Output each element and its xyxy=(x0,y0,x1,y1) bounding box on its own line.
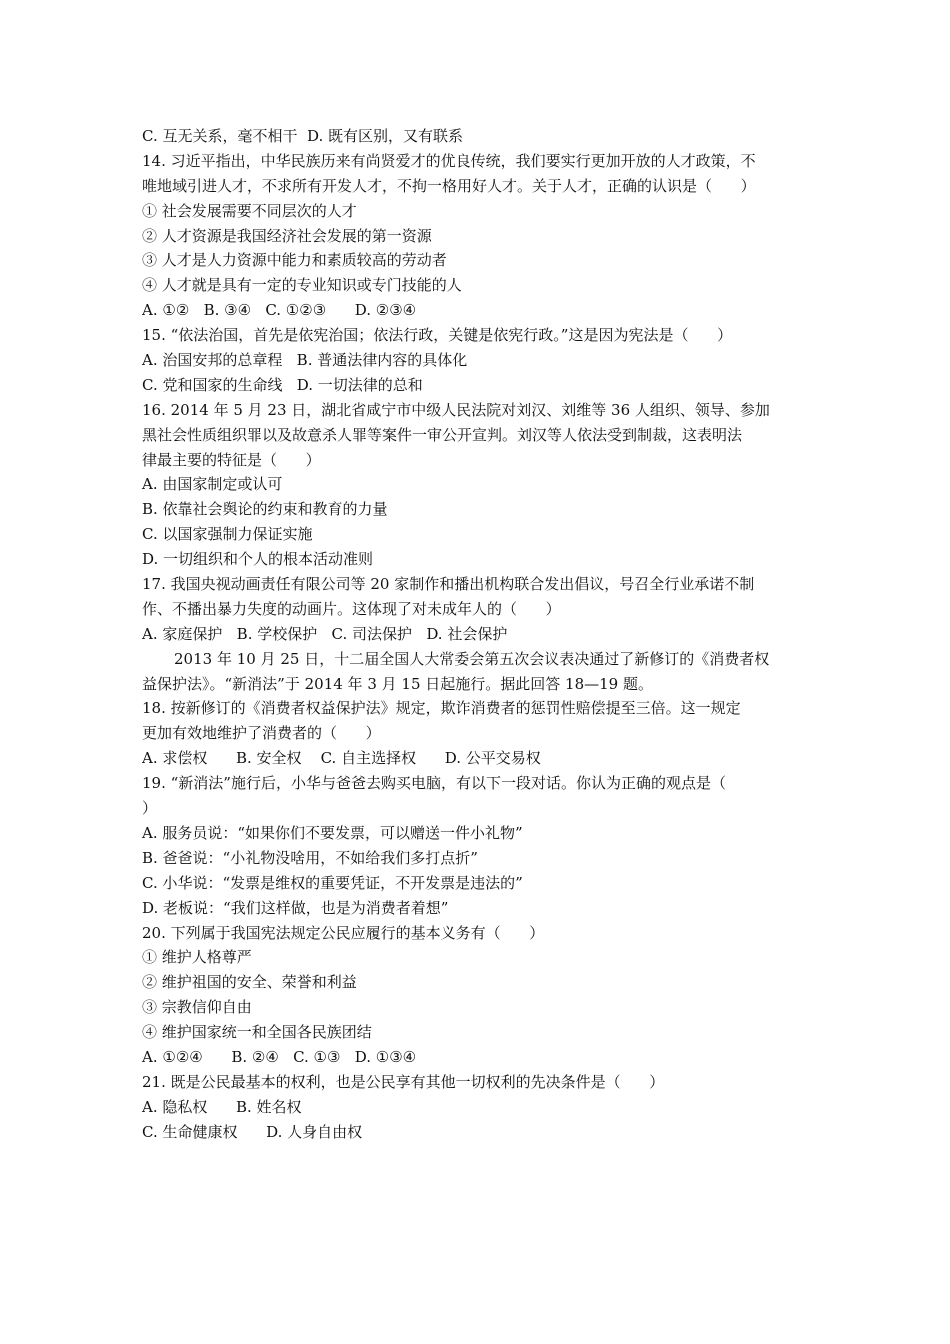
question-18-stem: 更加有效地维护了消费者的（ ） xyxy=(142,724,381,743)
question-20-options: A. ①②④ B. ②④ C. ①③ D. ①③④ xyxy=(142,1047,417,1066)
question-17-stem: 作、不播出暴力失度的动画片。这体现了对未成年人的（ ） xyxy=(142,599,561,618)
question-19-stem: ） xyxy=(142,799,158,818)
statement-item: ③ 人才是人力资源中能力和素质较高的劳动者 xyxy=(142,251,447,270)
question-21-options: A. 隐私权 B. 姓名权 xyxy=(142,1097,302,1116)
question-16-stem: 16. 2014 年 5 月 23 日，湖北省咸宁市中级人民法院对刘汉、刘维等 36 人组织、领导、参加 xyxy=(142,400,770,419)
question-20-stem: 20. 下列属于我国宪法规定公民应履行的基本义务有（ ） xyxy=(142,923,545,942)
question-19-option: A. 服务员说：“如果你们不要发票，可以赠送一件小礼物” xyxy=(142,823,523,842)
document-page xyxy=(142,124,814,1145)
question-17-stem: 17. 我国央视动画责任有限公司等 20 家制作和播出机构联合发出倡议，号召全行业承诺不制 xyxy=(142,575,755,594)
question-14-stem: 14. 习近平指出，中华民族历来有尚贤爱才的优良传统，我们要实行更加开放的人才政策，不 xyxy=(142,151,756,170)
statement-item: ④ 维护国家统一和全国各民族团结 xyxy=(142,1023,372,1042)
statement-item: ④ 人才就是具有一定的专业知识或专门技能的人 xyxy=(142,276,462,295)
statement-item: ① 维护人格尊严 xyxy=(142,948,252,967)
question-16-stem: 黑社会性质组织罪以及故意杀人罪等案件一审公开宣判。刘汉等人依法受到制裁，这表明法 xyxy=(142,425,743,444)
question-21-stem: 21. 既是公民最基本的权利，也是公民享有其他一切权利的先决条件是（ ） xyxy=(142,1072,665,1091)
question-16-option: D. 一切组织和个人的根本活动准则 xyxy=(142,550,374,569)
material-paragraph: 益保护法》。“新消法”于 2014 年 3 月 15 日起施行。据此回答 18—19 题。 xyxy=(142,674,653,693)
statement-item: ① 社会发展需要不同层次的人才 xyxy=(142,201,357,220)
question-21-options: C. 生命健康权 D. 人身自由权 xyxy=(142,1122,363,1141)
question-18-stem: 18. 按新修订的《消费者权益保护法》规定，欺诈消费者的惩罚性赔偿提至三倍。这一规定 xyxy=(142,699,741,718)
question-16-option: C. 以国家强制力保证实施 xyxy=(142,525,313,544)
statement-item: ② 人才资源是我国经济社会发展的第一资源 xyxy=(142,226,432,245)
question-15-options: C. 党和国家的生命线 D. 一切法律的总和 xyxy=(142,375,423,394)
question-19-stem: 19. “新消法”施行后，小华与爸爸去购买电脑，有以下一段对话。你认为正确的观点是（ xyxy=(142,774,726,793)
question-17-options: A. 家庭保护 B. 学校保护 C. 司法保护 D. 社会保护 xyxy=(142,624,508,643)
question-16-option: A. 由国家制定或认可 xyxy=(142,475,283,494)
question-16-stem: 律最主要的特征是（ ） xyxy=(142,450,321,469)
option-line-13: C. 互无关系，毫不相干 D. 既有区别，又有联系 xyxy=(142,127,464,145)
question-19-option: B. 爸爸说：“小礼物没啥用，不如给我们多打点折” xyxy=(142,848,478,867)
question-19-option: D. 老板说：“我们这样做，也是为消费者着想” xyxy=(142,898,449,917)
question-15-stem: 15. “依法治国，首先是依宪治国；依法行政，关键是依宪行政。”这是因为宪法是（ ） xyxy=(142,326,733,345)
question-16-option: B. 依靠社会舆论的约束和教育的力量 xyxy=(142,500,388,519)
question-18-options: A. 求偿权 B. 安全权 C. 自主选择权 D. 公平交易权 xyxy=(142,749,541,768)
statement-item: ③ 宗教信仰自由 xyxy=(142,998,252,1017)
material-paragraph: 2013 年 10 月 25 日，十二届全国人大常委会第五次会议表决通过了新修订的《消费者权 xyxy=(174,649,770,668)
question-19-option: C. 小华说：“发票是维权的重要凭证，不开发票是违法的” xyxy=(142,873,523,892)
question-14-options: A. ①② B. ③④ C. ①②③ D. ②③④ xyxy=(142,301,417,320)
question-15-options: A. 治国安邦的总章程 B. 普通法律内容的具体化 xyxy=(142,351,468,370)
statement-item: ② 维护祖国的安全、荣誉和利益 xyxy=(142,973,357,992)
question-14-stem: 唯地域引进人才，不求所有开发人才，不拘一格用好人才。关于人才，正确的认识是（ ） xyxy=(142,176,756,195)
